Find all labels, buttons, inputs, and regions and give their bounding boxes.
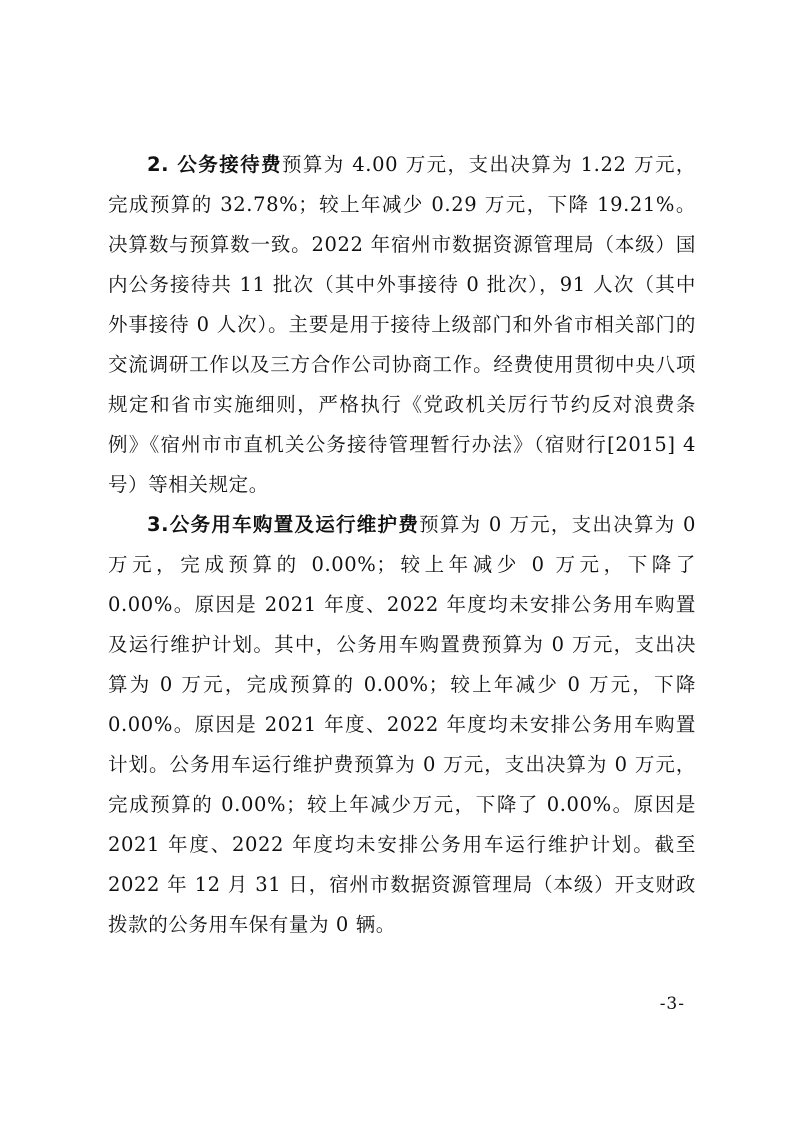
paragraph-heading: 3.公务用车购置及运行维护费 bbox=[147, 513, 420, 536]
document-body bbox=[108, 145, 696, 945]
page-number: -3- bbox=[659, 994, 685, 1014]
paragraph-body: 预算为 0 万元，支出决算为 0 万元，完成预算的 0.00%；较上年减少 0 万元，下降了 0.00%。原因是 2021 年度、2022 年度均未安排公务用车购置及运行维护计划。其中，公务用车购置费预算为 0 万元，支出决算为 0 万元，完成预算的 0.00%；较上年减少 0 万元，下降 0.00%。原因是 2021 年度、2022 年度均未安排公务用车购置计划。公务用车运行维护费预算为 0 万元，支出决算为 0 万元，完成预算的 0.00%；较上年减少万元，下降了 0.00%。原因是 2021 年度、2022 年度均未安排公务用车运行维护计划。截至 2022 年 12 月 31 日，宿州市数据资源管理局（本级）开支财政拨款的公务用车保有量为 0 辆。 bbox=[108, 513, 696, 936]
paragraph-heading: 2. 公务接待费 bbox=[147, 153, 282, 176]
paragraph-body: 预算为 4.00 万元，支出决算为 1.22 万元，完成预算的 32.78%；较上年减少 0.29 万元，下降 19.21%。决算数与预算数一致。2022 年宿州市数据资源管理局（本级）国内公务接待共 11 批次（其中外事接待 0 批次），91 人次（其中外事接待 0 人次）。主要是用于接待上级部门和外省市相关部门的交流调研工作以及三方合作公司协商工作。经费使用贯彻中央八项规定和省市实施细则，严格执行《党政机关厉行节约反对浪费条例》《宿州市市直机关公务接待管理暂行办法》（宿财行[2015] 4 号）等相关规定。 bbox=[108, 153, 696, 496]
paragraph-vehicle-expenses bbox=[108, 505, 696, 945]
paragraph-reception-expenses bbox=[108, 145, 696, 505]
